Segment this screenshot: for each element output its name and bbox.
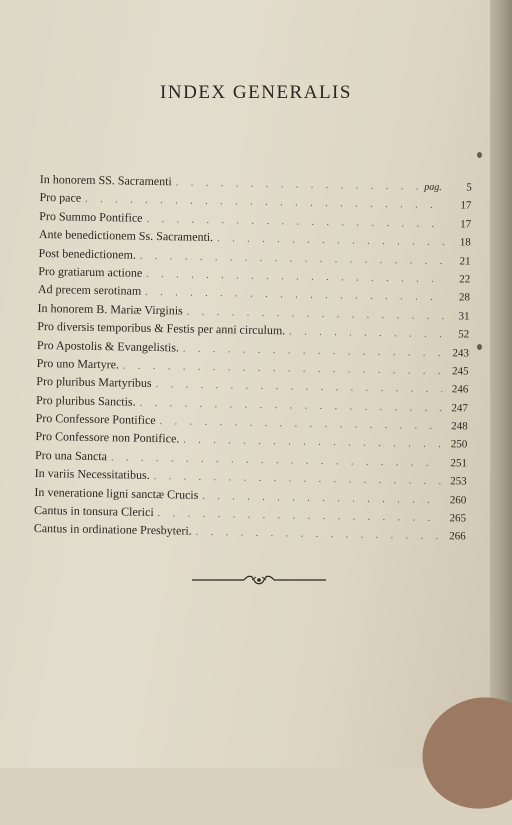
dot-leader: [123, 360, 443, 377]
toc-entry-label: In veneratione ligni sanctæ Crucis: [34, 484, 199, 502]
toc-entry-page: 18: [459, 236, 471, 249]
toc-entry-page: 247: [451, 401, 469, 415]
toc-entry-page: 253: [450, 475, 467, 488]
dot-leader: [183, 343, 443, 359]
toc-entry-label: Cantus in ordinatione Presbyteri.: [33, 521, 192, 539]
page-title: INDEX GENERALIS: [160, 82, 352, 103]
toc-entry-page: 251: [450, 457, 468, 470]
toc-entry-page: 17: [460, 218, 472, 231]
toc-entry-label: Pro una Sancta: [34, 447, 108, 464]
dot-leader: [183, 435, 441, 451]
toc-entry-page: 260: [449, 493, 467, 507]
dot-leader: [156, 379, 443, 395]
toc-entry-label: Pro Summo Pontifice: [39, 208, 143, 225]
toc-entry-page: 246: [451, 383, 469, 396]
dot-leader: [145, 287, 444, 303]
dot-leader: [146, 269, 444, 285]
toc-entry-page: 22: [459, 273, 471, 286]
toc-entry-label: Pro pace: [39, 190, 82, 206]
page-label: pag.: [424, 181, 442, 194]
dot-leader: [202, 491, 440, 506]
dot-leader: [176, 177, 425, 192]
ornament-divider-icon: [192, 572, 326, 588]
toc-entry-page: 21: [459, 254, 471, 268]
toc-entry-page: 31: [458, 310, 470, 323]
dot-leader: [85, 194, 445, 211]
toc-entry-label: Pro uno Martyre.: [36, 355, 120, 372]
toc-entry-label: In honorem B. Mariæ Virginis: [37, 300, 183, 318]
dot-leader: [146, 214, 445, 230]
dot-leader: [140, 397, 442, 413]
page-edge: [490, 0, 512, 768]
toc-entry-label: Pro gratiarum actione: [38, 263, 143, 280]
dot-leader: [160, 416, 442, 432]
dot-leader: [289, 326, 443, 340]
dot-leader: [111, 452, 441, 469]
toc-entry-label: In variis Necessitatibus.: [34, 466, 150, 483]
dot-leader: [140, 250, 445, 266]
ink-spot: [477, 344, 482, 350]
toc-entry-label: Post benedictionem.: [38, 245, 137, 262]
toc-entry-page: 265: [449, 512, 467, 525]
ink-spot: [477, 152, 482, 158]
toc-entry-page: 28: [458, 291, 470, 304]
toc-entry-page: 266: [449, 530, 466, 543]
dot-leader: [196, 527, 440, 542]
toc-entry-label: Ante benedictionem Ss. Sacramenti.: [38, 227, 214, 245]
toc-entry-label: Cantus in tonsura Clerici: [33, 502, 154, 520]
dot-leader: [217, 233, 445, 248]
toc-entry-label: Pro pluribus Sanctis.: [35, 392, 136, 409]
toc-entry-page: 250: [450, 438, 468, 451]
dot-leader: [187, 306, 444, 321]
dot-leader: [154, 471, 441, 487]
toc-entry-label: Pro Confessore Pontifice: [35, 411, 156, 428]
toc-entry-label: Pro diversis temporibus & Festis per anni circulum.: [37, 319, 286, 338]
table-of-contents: [34, 172, 472, 547]
toc-entry-page: 245: [451, 365, 469, 378]
toc-entry-label: Ad precem serotinam: [37, 282, 142, 299]
toc-entry-label: Pro Apostolis & Evangelistis.: [36, 337, 180, 354]
toc-entry-page: 248: [451, 420, 468, 433]
toc-entry-label: Pro pluribus Martyribus: [36, 374, 152, 391]
toc-entry-label: In honorem SS. Sacramenti: [39, 172, 172, 189]
dot-leader: [158, 508, 440, 524]
toc-entry-page: 5: [466, 181, 472, 194]
toc-entry-page: 243: [452, 346, 470, 360]
toc-entry-page: 17: [460, 199, 472, 212]
toc-entry-page: 52: [458, 328, 470, 341]
toc-entry-label: Pro Confessore non Pontifice.: [35, 429, 180, 446]
